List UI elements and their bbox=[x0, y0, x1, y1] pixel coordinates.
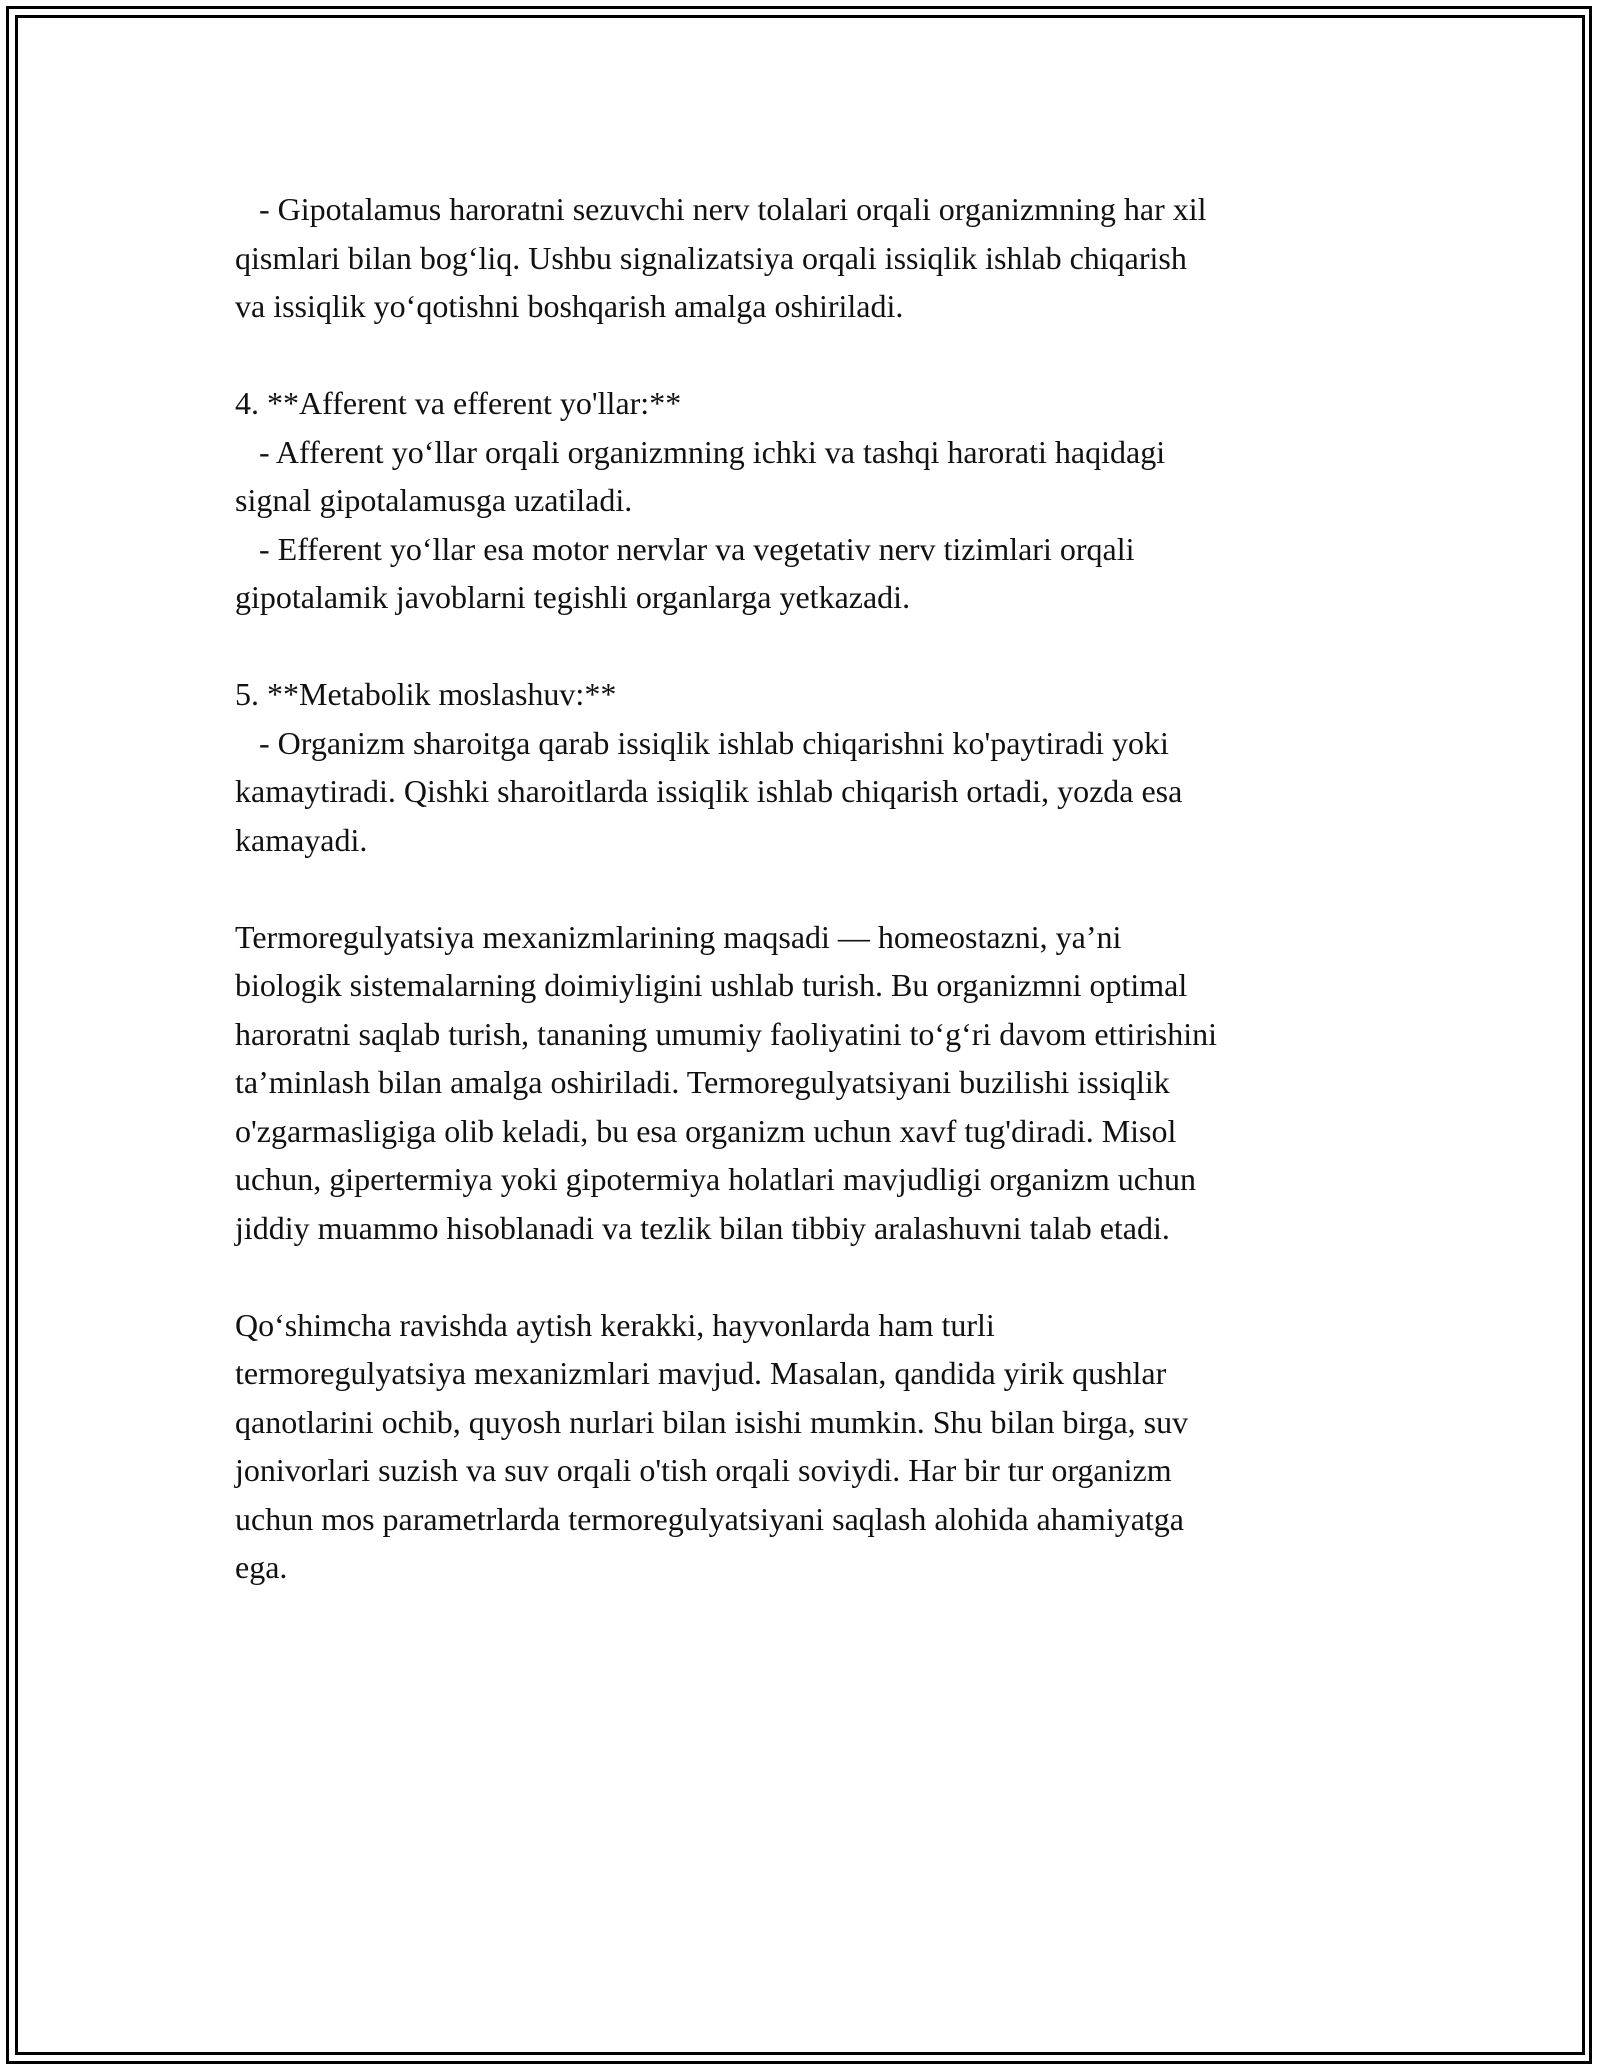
text-line: - Organizm sharoitga qarab issiqlik ishlab chiqarishni ko'paytiradi yoki bbox=[235, 724, 1169, 761]
text-line: va issiqlik yo‘qotishni boshqarish amalga oshiriladi. bbox=[235, 288, 904, 324]
text-line: uchun, gipertermiya yoki gipotermiya holatlari mavjudligi organizm uchun bbox=[235, 1161, 1196, 1197]
paragraph-gap bbox=[235, 622, 1375, 671]
paragraph-hayvonlar bbox=[235, 1301, 1375, 1592]
text-line: qismlari bilan bog‘liq. Ushbu signalizatsiya orqali issiqlik ishlab chiqarish bbox=[235, 239, 1187, 276]
paragraph-gipotalamus bbox=[235, 185, 1375, 331]
text-line: haroratni saqlab turish, tananing umumiy faoliyatini to‘g‘ri davom ettirishini bbox=[235, 1015, 1218, 1052]
text-line: biologik sistemalarning doimiyligini ushlab turish. Bu organizmni optimal bbox=[235, 967, 1188, 1003]
text-line: jonivorlari suzish va suv orqali o'tish orqali soviydi. Har bir tur organizm bbox=[235, 1452, 1172, 1488]
paragraph-gap bbox=[235, 331, 1375, 380]
section-heading: 5. **Metabolik moslashuv:** bbox=[235, 676, 617, 712]
text-line: termoregulyatsiya mexanizmlari mavjud. Masalan, qandida yirik qushlar bbox=[235, 1355, 1167, 1391]
paragraph-gap bbox=[235, 1252, 1375, 1301]
text-line: - Gipotalamus haroratni sezuvchi nerv tolalari orqali organizmning har xil bbox=[235, 191, 1207, 227]
text-line: - Efferent yo‘llar esa motor nervlar va vegetativ nerv tizimlari orqali bbox=[235, 530, 1135, 567]
text-line: jiddiy muammo hisoblanadi va tezlik bilan tibbiy aralashuvni talab etadi. bbox=[235, 1209, 1170, 1246]
text-line: signal gipotalamusga uzatiladi. bbox=[235, 482, 633, 518]
section-afferent-efferent bbox=[235, 379, 1375, 622]
paragraph-gap bbox=[235, 864, 1375, 913]
text-line: uchun mos parametrlarda termoregulyatsiyani saqlash alohida ahamiyatga bbox=[235, 1500, 1184, 1537]
paragraph-maqsad bbox=[235, 913, 1375, 1253]
document-body bbox=[235, 185, 1375, 1592]
text-line: ega. bbox=[235, 1549, 288, 1585]
text-line: ta’minlash bilan amalga oshiriladi. Termoregulyatsiyani buzilishi issiqlik bbox=[235, 1064, 1170, 1100]
text-line: Termoregulyatsiya mexanizmlarining maqsadi — homeostazni, ya’ni bbox=[235, 918, 1122, 955]
section-heading: 4. **Afferent va efferent yo'llar:** bbox=[235, 385, 682, 421]
text-line: qanotlarini ochib, quyosh nurlari bilan isishi mumkin. Shu bilan birga, suv bbox=[235, 1403, 1189, 1440]
text-line: kamaytiradi. Qishki sharoitlarda issiqlik ishlab chiqarish ortadi, yozda esa bbox=[235, 773, 1183, 809]
text-line: gipotalamik javoblarni tegishli organlarga yetkazadi. bbox=[235, 579, 911, 615]
text-line: Qo‘shimcha ravishda aytish kerakki, hayvonlarda ham turli bbox=[235, 1306, 995, 1343]
text-line: kamayadi. bbox=[235, 821, 368, 858]
text-line: - Afferent yo‘llar orqali organizmning ichki va tashqi harorati haqidagi bbox=[235, 433, 1166, 470]
section-metabolik bbox=[235, 670, 1375, 864]
text-line: o'zgarmasligiga olib keladi, bu esa organizm uchun xavf tug'diradi. Misol bbox=[235, 1112, 1177, 1149]
